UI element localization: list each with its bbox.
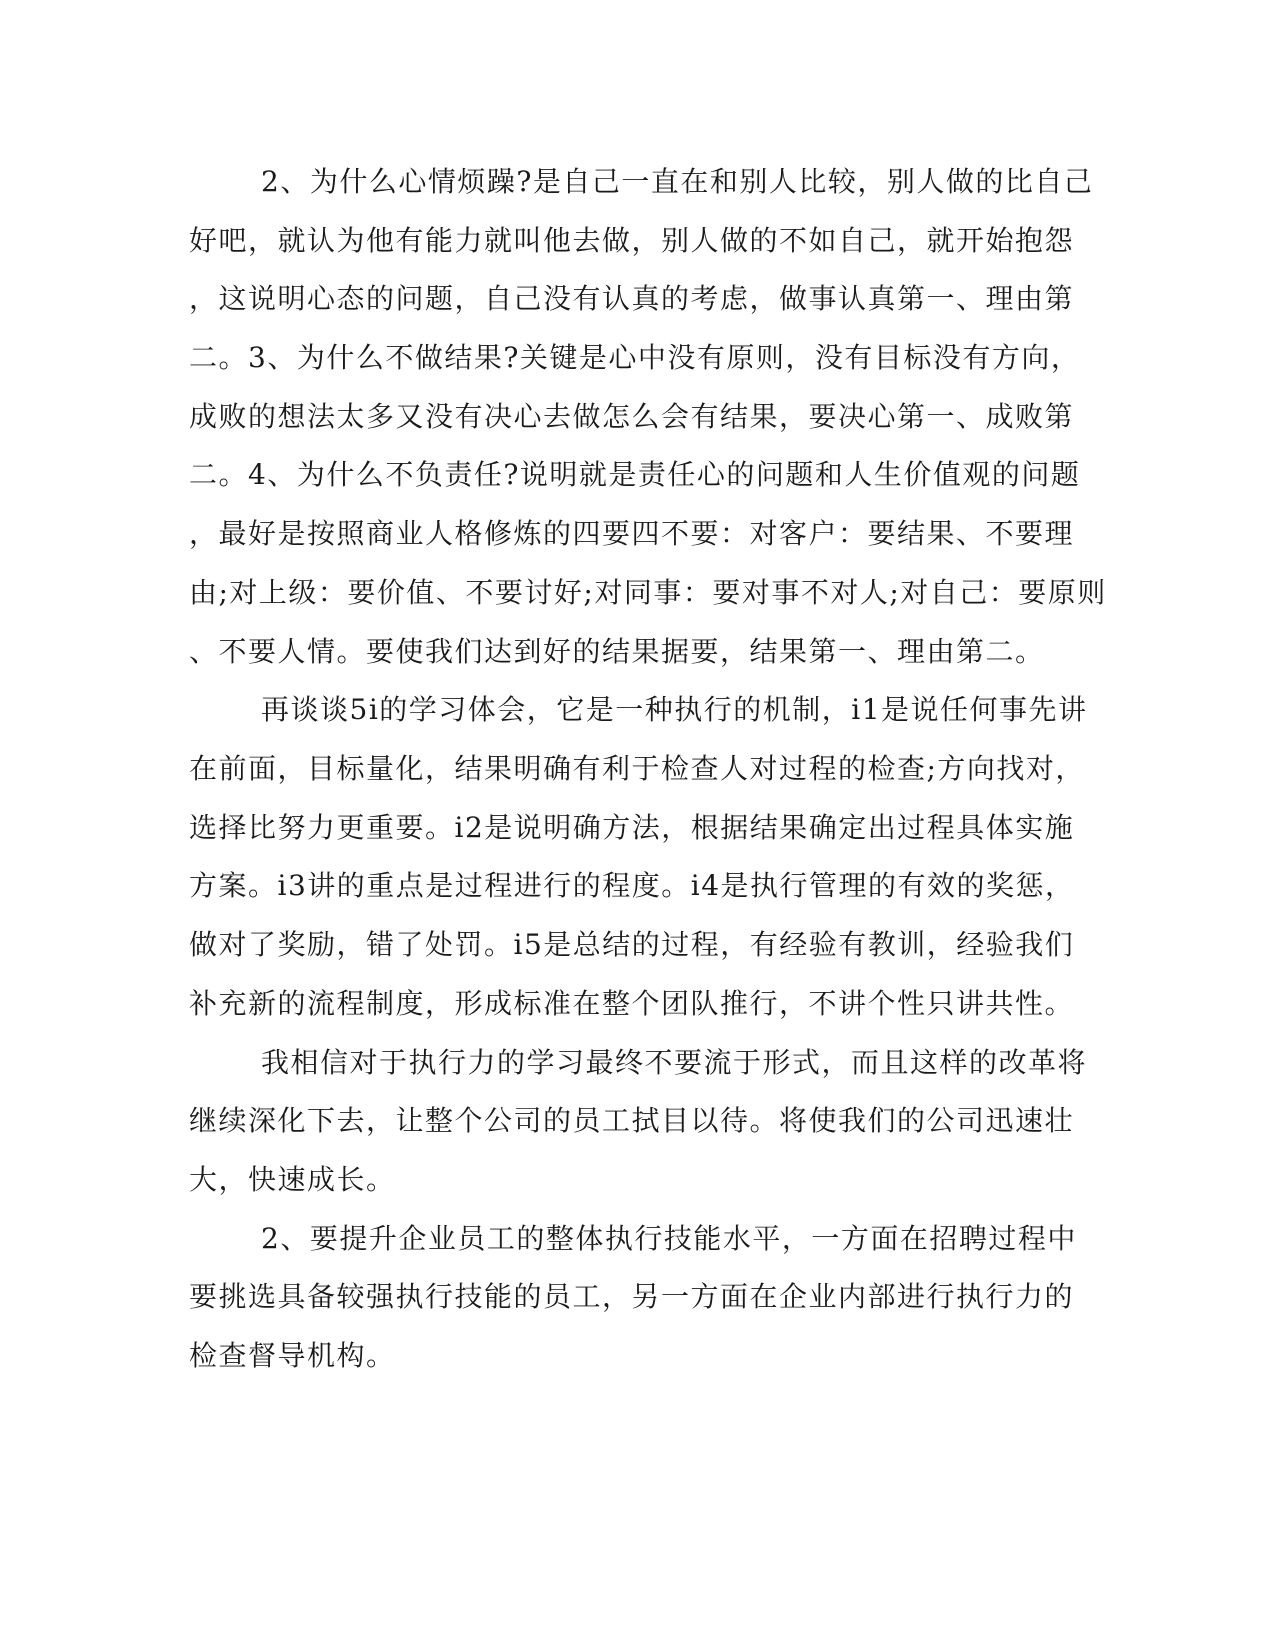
text-line: 2、要提升企业员工的整体执行技能水平，一方面在招聘过程中: [261, 1222, 1077, 1255]
text-line: 补充新的流程制度，形成标准在整个团队推行，不讲个性只讲共性。: [189, 987, 1075, 1020]
text-line: 二。3、为什么不做结果?关键是心中没有原则，没有目标没有方向，: [189, 341, 1081, 374]
text-line: ，这说明心态的问题，自己没有认真的考虑，做事认真第一、理由第: [189, 282, 1075, 315]
text-line: 检查督导机构。: [189, 1339, 396, 1372]
text-line: 选择比努力更重要。i2是说明确方法，根据结果确定出过程具体实施: [189, 811, 1075, 844]
text-line: 要挑选具备较强执行技能的员工，另一方面在企业内部进行执行力的: [189, 1280, 1075, 1313]
text-line: 由;对上级：要价值、不要讨好;对同事：要对事不对人;对自己：要原则: [189, 576, 1107, 609]
text-line: 做对了奖励，错了处罚。i5是总结的过程，有经验有教训，经验我们: [189, 928, 1075, 961]
text-line: 好吧，就认为他有能力就叫他去做，别人做的不如自己，就开始抱怨: [189, 224, 1075, 257]
text-line: 成败的想法太多又没有决心去做怎么会有结果，要决心第一、成败第: [189, 400, 1075, 433]
text-line: 方案。i3讲的重点是过程进行的程度。i4是执行管理的有效的奖惩，: [189, 869, 1075, 902]
text-line: 、不要人情。要使我们达到好的结果据要，结果第一、理由第二。: [189, 635, 1045, 668]
text-line: ，最好是按照商业人格修炼的四要四不要：对客户：要结果、不要理: [189, 517, 1075, 550]
text-line: 我相信对于执行力的学习最终不要流于形式，而且这样的改革将: [261, 1046, 1088, 1079]
text-line: 2、为什么心情烦躁?是自己一直在和别人比较，别人做的比自己: [261, 165, 1094, 198]
text-line: 继续深化下去，让整个公司的员工拭目以待。将使我们的公司迅速壮: [189, 1104, 1075, 1137]
text-line: 在前面，目标量化，结果明确有利于检查人对过程的检查;方向找对，: [189, 752, 1085, 785]
text-line: 再谈谈5i的学习体会，它是一种执行的机制，i1是说任何事先讲: [261, 693, 1088, 726]
text-line: 大，快速成长。: [189, 1163, 396, 1196]
text-line: 二。4、为什么不负责任?说明就是责任心的问题和人生价值观的问题: [189, 458, 1081, 491]
